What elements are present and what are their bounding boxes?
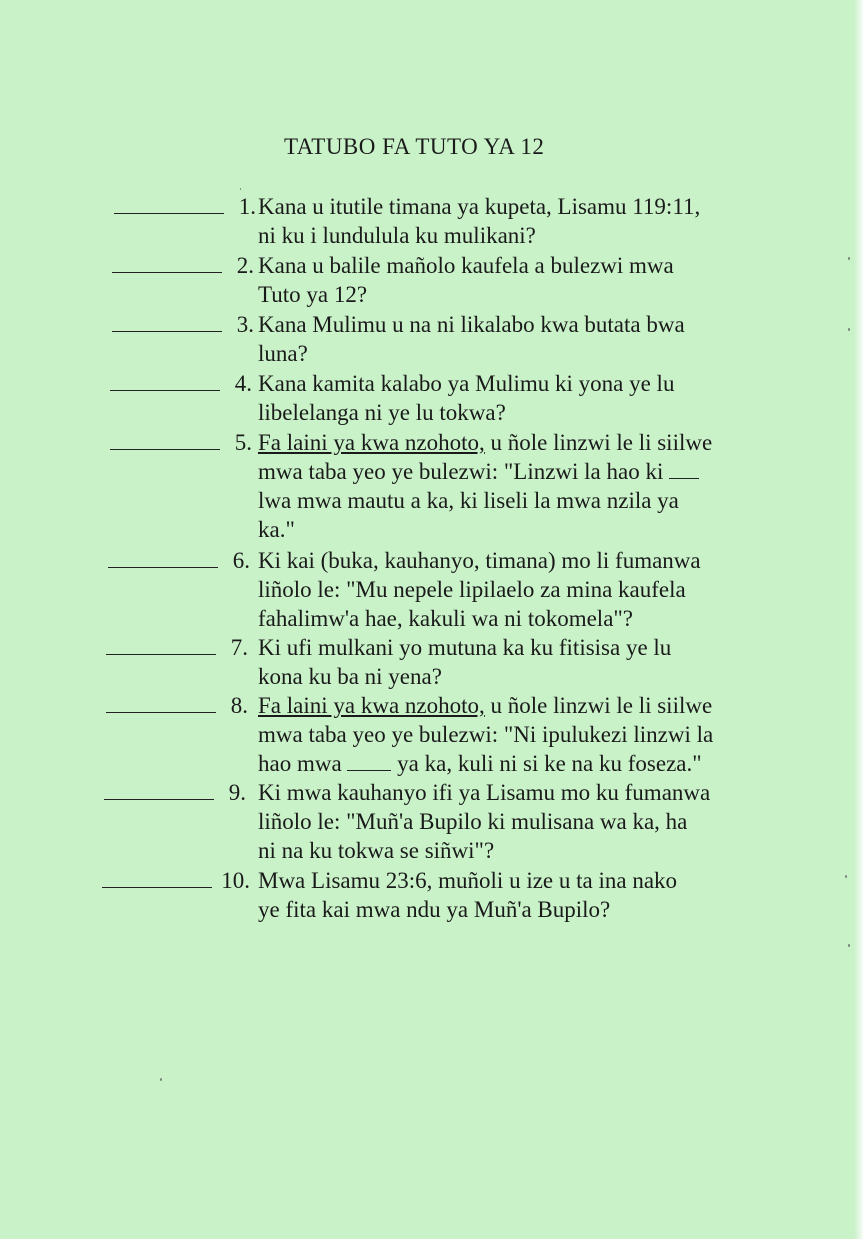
- question-number: 4.: [234, 371, 252, 396]
- inline-fill-blank[interactable]: [347, 770, 391, 771]
- scan-speck: [848, 257, 850, 260]
- question-number: 8.: [230, 693, 248, 718]
- question-text: Ki kai (buka, kauhanyo, timana) mo li fumanwa liñolo le: "Mu nepele lipilaelo za mina kaufela fahalimw'a hae, kakuli wa ni tokomela"?: [258, 548, 701, 631]
- question-number: 10.: [221, 868, 250, 893]
- question-text: Kana Mulimu u na ni likalabo kwa butata bwa luna?: [258, 312, 685, 366]
- question-number: 6.: [232, 548, 250, 573]
- underlined-instruction: Fa laini ya kwa nzohoto,: [258, 693, 485, 718]
- answer-blank-1[interactable]: [114, 213, 224, 214]
- underlined-instruction: Fa laini ya kwa nzohoto,: [258, 430, 485, 455]
- scan-speck: [160, 1078, 162, 1081]
- question-text: Kana u itutile timana ya kupeta, Lisamu 119:11, ni ku i lundulula ku mulikani?: [258, 194, 701, 248]
- question-text: Kana kamita kalabo ya Mulimu ki yona ye lu libelelanga ni ye lu tokwa?: [258, 371, 675, 425]
- scan-speck: [845, 875, 847, 878]
- answer-blank-7[interactable]: [106, 654, 216, 655]
- answer-blank-10[interactable]: [102, 887, 212, 888]
- question-text: Ki ufi mulkani yo mutuna ka ku fitisisa ye lu kona ku ba ni yena?: [258, 635, 672, 689]
- question-text: Fa laini ya kwa nzohoto, u ñole linzwi le li siilwe mwa taba yeo ye bulezwi: "Ni ipulukezi linzwi la hao mwa ya ka, kuli ni si ke na ku foseza.": [258, 693, 714, 776]
- scan-speck: [240, 188, 241, 190]
- question-number: 5.: [234, 430, 252, 455]
- question-text: Fa laini ya kwa nzohoto, u ñole linzwi le li siilwe mwa taba yeo ye bulezwi: "Linzwi la hao ki lwa mwa mautu a ka, ki liseli la mwa nzila ya ka.": [258, 430, 713, 542]
- answer-blank-2[interactable]: [112, 272, 222, 273]
- answer-blank-9[interactable]: [104, 799, 214, 800]
- inline-fill-blank[interactable]: [669, 478, 699, 479]
- question-number: 1.: [238, 194, 256, 219]
- answer-blank-5[interactable]: [110, 449, 220, 450]
- question-text: Ki mwa kauhanyo ifi ya Lisamu mo ku fumanwa liñolo le: "Muñ'a Bupilo ki mulisana wa ka, ha ni na ku tokwa se siñwi"?: [258, 780, 711, 863]
- answer-blank-3[interactable]: [112, 331, 222, 332]
- question-number: 2.: [236, 253, 254, 278]
- answer-blank-8[interactable]: [106, 712, 216, 713]
- paper-edge: [854, 0, 864, 1239]
- question-number: 9.: [228, 780, 246, 805]
- question-number: 7.: [230, 635, 248, 660]
- answer-blank-6[interactable]: [108, 567, 218, 568]
- scan-speck: [848, 328, 850, 331]
- answer-blank-4[interactable]: [110, 390, 220, 391]
- worksheet-title: TATUBO FA TUTO YA 12: [284, 134, 545, 159]
- question-number: 3.: [236, 312, 254, 337]
- scan-speck: [848, 944, 850, 947]
- question-text: Mwa Lisamu 23:6, muñoli u ize u ta ina nako ye fita kai mwa ndu ya Muñ'a Bupilo?: [258, 868, 678, 922]
- question-text: Kana u balile mañolo kaufela a bulezwi mwa Tuto ya 12?: [258, 253, 674, 307]
